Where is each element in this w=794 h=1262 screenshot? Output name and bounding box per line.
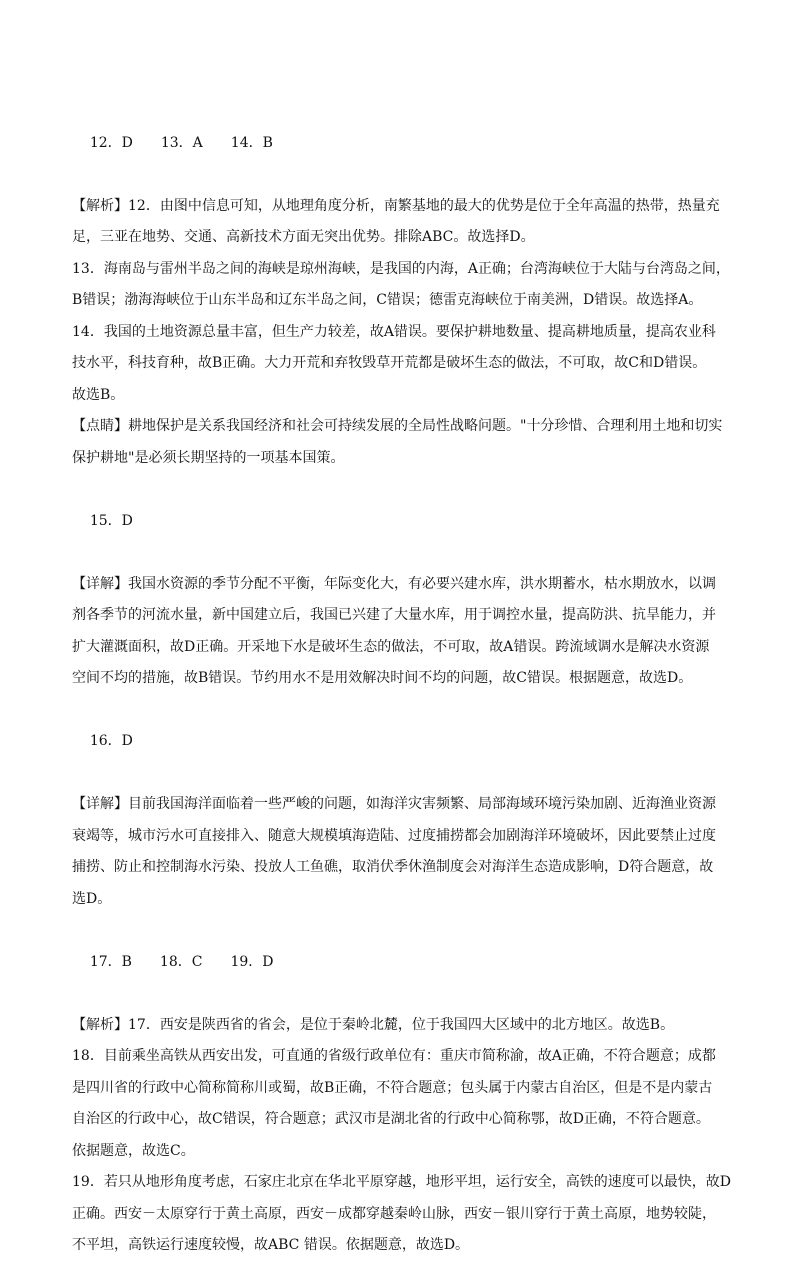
answer-17: 17．B [89,953,132,970]
answer-15: 15．D [89,512,133,529]
text-line: 剂各季节的河流水量，新中国建立后，我国已兴建了大量水库，用于调控水量，提高防洪、抗旱能力，并 [72,607,716,623]
text-line: 依据题意，故选C。 [72,1142,195,1159]
answer-18: 18．C [159,953,203,970]
text-line: 是四川省的行政中心简称简称川或蜀，故B正确，不符合题意；包头属于内蒙古自治区，但是不是内蒙古 [72,1079,713,1096]
text-line: B错误；渤海海峡位于山东半岛和辽东半岛之间，C错误；德雷克海峡位于南美洲，D错误。故选择A。 [72,292,703,308]
text-line: 不平坦，高铁运行速度较慢，故ABC 错误。依据题意，故选D。 [72,1237,470,1253]
text-line: 正确。西安－太原穿行于黄土高原，西安－成都穿越秦岭山脉，西安－银川穿行于黄土高原，地势较陡， [72,1205,716,1222]
answer-13: 13．A [160,134,203,151]
text-line: 14．我国的土地资源总量丰富，但生产力较差，故A错误。要保护耕地数量、提高耕地质量，提高农业科 [72,323,716,340]
text-line: 【详解】目前我国海洋面临着一些严峻的问题，如海洋灾害频繁、局部海域环境污染加剧、近海渔业资源 [72,796,716,812]
answer-16: 16．D [89,733,133,749]
answer-key-12-14 [72,96,724,191]
text-line: 捕捞、防止和控制海水污染、投放人工鱼礁，取消伏季休渔制度会对海洋生态造成影响，D符合题意，故 [72,859,714,875]
text-line: 衰竭等，城市污水可直接排入、随意大规模填海造陆、过度捕捞都会加剧海洋环境破坏，因此要禁止过度 [72,827,716,844]
text-line: 保护耕地"是必须长期坚持的一项基本国策。 [72,449,345,466]
text-line: 18．目前乘坐高铁从西安出发，可直通的省级行政单位有：重庆市简称渝，故A正确，不符合题意；成都 [72,1048,716,1064]
answer-12: 12．D [89,134,133,151]
text-line: 扩大灌溉面积，故D正确。开采地下水是破坏生态的做法，不可取，故A错误。跨流域调水是解决水资源 [72,638,710,655]
text-line: 【解析】17．西安是陕西省的省会，是位于秦岭北麓，位于我国四大区域中的北方地区。故选B。 [72,1016,675,1033]
answer-key-15 [72,474,724,569]
text-line: 【解析】12．由图中信息可知，从地理角度分析，南繁基地的最大的优势是位于全年高温的热带，热量充 [72,197,720,214]
text-line: 故选B。 [72,386,125,403]
answer-key-16 [72,695,724,790]
text-line: 空间不均的措施，故B错误。节约用水不是用效解决时间不均的问题，故C错误。根据题意，故选D。 [72,670,693,686]
text-line: 足，三亚在地势、交通、高新技术方面无突出优势。排除ABC。故选择D。 [72,229,535,245]
text-line: 19．若只从地形角度考虑，石家庄北京在华北平原穿越，地形平坦，运行安全，高铁的速度可以最快，故D [72,1174,732,1190]
text-line: 13．海南岛与雷州半岛之间的海峡是琼州海峡，是我国的内海，A正确；台湾海峡位于大陆与台湾岛之间， [72,260,730,277]
answer-14: 14．B [230,134,273,151]
text-line: 【详解】我国水资源的季节分配不平衡，年际变化大，有必要兴建水库，洪水期蓄水，枯水期放水，以调 [72,575,716,592]
text-line: 选D。 [72,890,112,907]
text-line: 【点睛】耕地保护是关系我国经济和社会可持续发展的全局性战略问题。"十分珍惜、合理利用土地和切实 [72,418,723,434]
answer-19: 19．D [230,953,274,970]
text-line: 技水平，科技育种，故B正确。大力开荒和弃牧毁草开荒都是破坏生态的做法，不可取，故C和D错误。 [72,355,707,371]
document-page [72,96,732,1262]
answer-key-17-19 [72,915,724,1010]
text-line: 自治区的行政中心，故C错误，符合题意；武汉市是湖北省的行政中心简称鄂，故D正确，不符合题意。 [72,1111,710,1127]
